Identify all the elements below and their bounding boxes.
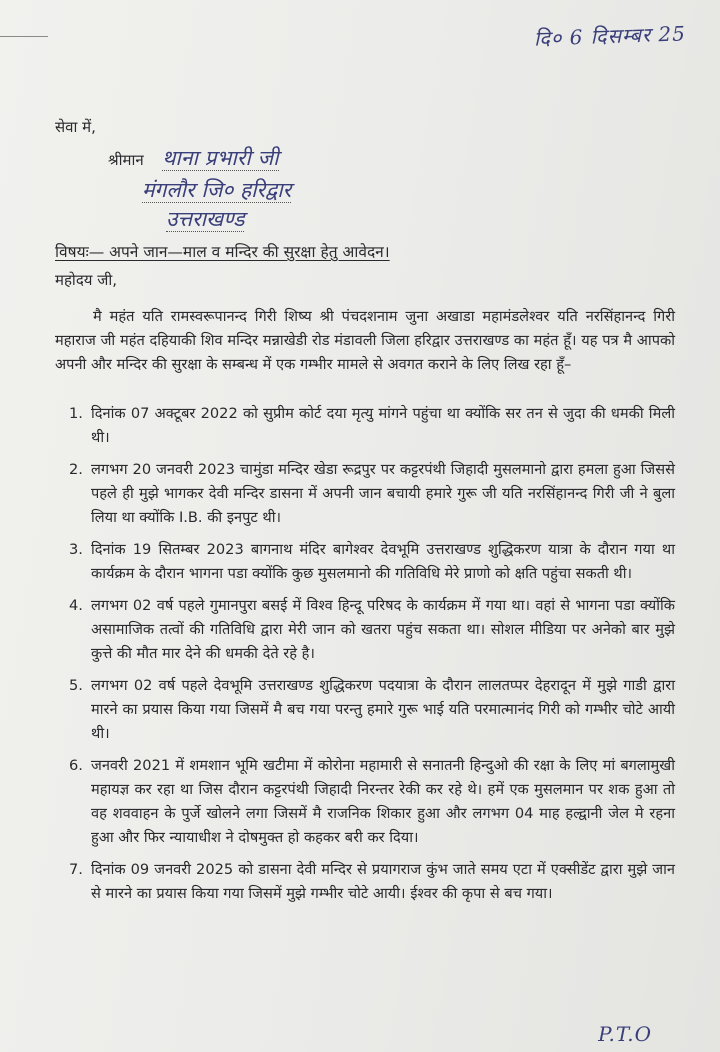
list-item: 4. लगभग 02 वर्ष पहले गुमानपुरा बसई में विश्व हिन्दू परिषद के कार्यक्रम में गया था। वहां से भागना पडा क्योंकि असामाजिक तत्वों की गतिविधि द्वारा मेरी जान को खतरा पहुंच सकता था। सोशल मीडिया पर अनेको बार मुझे कुत्ते की मौत मार देने की धमकी देते रहे है। [69,597,675,662]
letter-subject: विषयः— अपने जान—माल व मन्दिर की सुरक्षा हेतु आवेदन। [55,243,390,261]
page-turn-note: P.T.O [598,1022,652,1046]
addressee-state: उत्तराखण्ड [166,207,245,231]
addressee-line-2 [126,176,291,204]
addressee-location: मंगलौर जि० हरिद्वार [142,178,292,202]
handwritten-date: दि० 6 दिसम्बर 25 [533,21,687,51]
list-item: 5. लगभग 02 वर्ष पहले देवभूमि उत्तराखण्ड शुद्धिकरण पदयात्रा के दौरान लालतप्पर देहरादून में मुझे गाडी द्वारा मारने का प्रयास किया गया जिसमें मै बच गया परन्तु हमारे गुरू भाई यति परमात्मानंद गिरी को गम्भीर चोटे आयी थी। [69,677,675,742]
list-item: 3. दिनांक 19 सितम्बर 2023 बागनाथ मंदिर बागेश्वर देवभूमि उत्तराखण्ड शुद्धिकरण यात्रा के दौरान गया था कार्यक्रम के दौरान भागना पडा क्योंकि कुछ मुसलमानो की गतिविधि मेरे प्राणो को क्षति पहुंचा सकती थी। [69,541,675,582]
list-item: 1. दिनांक 07 अक्टूबर 2022 को सुप्रीम कोर्ट दया मृत्यु मांगने पहुंचा था क्योंकि सर तन से जुदा की धमकी मिली थी। [69,405,675,446]
addressee-greeting: सेवा में, [55,118,96,136]
shriman-label: श्रीमान [108,151,144,169]
addressee-title [108,150,144,170]
list-item: 7. दिनांक 09 जनवरी 2025 को डासना देवी मन्दिर से प्रयागराज कुंभ जाते समय एटा में एक्सीडेंट द्वारा मुझे जान से मारने का प्रयास किया गया जिसमें मुझे गम्भीर चोटे आयी। ईश्वर की कृपा से बच गया। [69,861,675,902]
addressee-line-1 [144,144,279,172]
addressee-name: थाना प्रभारी जी [162,146,279,170]
page-edge-line [0,36,48,37]
list-item: 6. जनवरी 2021 में शमशान भूमि खटीमा में कोरोना महामारी से सनातनी हिन्दुओ की रक्षा के लिए मां बगलामुखी महायज्ञ कर रहा था जिस दौरान कट्टरपंथी जिहादी निरन्तर रेकी कर रहे थे। हमें एक मुसलमान पर शक हुआ तो वह शववाहन के पुर्जे खोलने लगा जिसमें मै राजनिक शिकार हुआ और लगभग 04 माह हल्द्वानी जेल मे रहना हुआ और फिर न्यायाधीश ने दोषमुक्त हो कहकर बरी कर दिया। [69,757,675,846]
salutation: महोदय जी, [55,271,118,289]
incident-list [55,402,675,914]
list-item: 2. लगभग 20 जनवरी 2023 चामुंडा मन्दिर खेडा रूद्रपुर पर कट्टरपंथी जिहादी मुसलमानो द्वारा हमला हुआ जिससे पहले ही मुझे भागकर देवी मन्दिर डासना में अपनी जान बचायी हमारे गुरू जी यति नरसिंहानन्द गिरी जी ने बुला लिया था क्योंकि I.B. की इनपुट थी। [69,461,675,526]
addressee-line-3 [140,205,244,233]
intro-paragraph: मै महंत यति रामस्वरूपानन्द गिरी शिष्य श्री पंचदशनाम जुना अखाडा महामंडलेश्वर यति नरसिंहानन्द गिरी महाराज जी महंत दहियाकी शिव मन्दिर मन्नाखेडी रोड मंडावली जिला हरिद्वार उत्तराखण्ड का महंत हूँ। यह पत्र मै आपको अपनी और मन्दिर की सुरक्षा के सम्बन्ध में एक गम्भीर मामले से अवगत कराने के लिए लिख रहा हूँ– [55,308,675,373]
